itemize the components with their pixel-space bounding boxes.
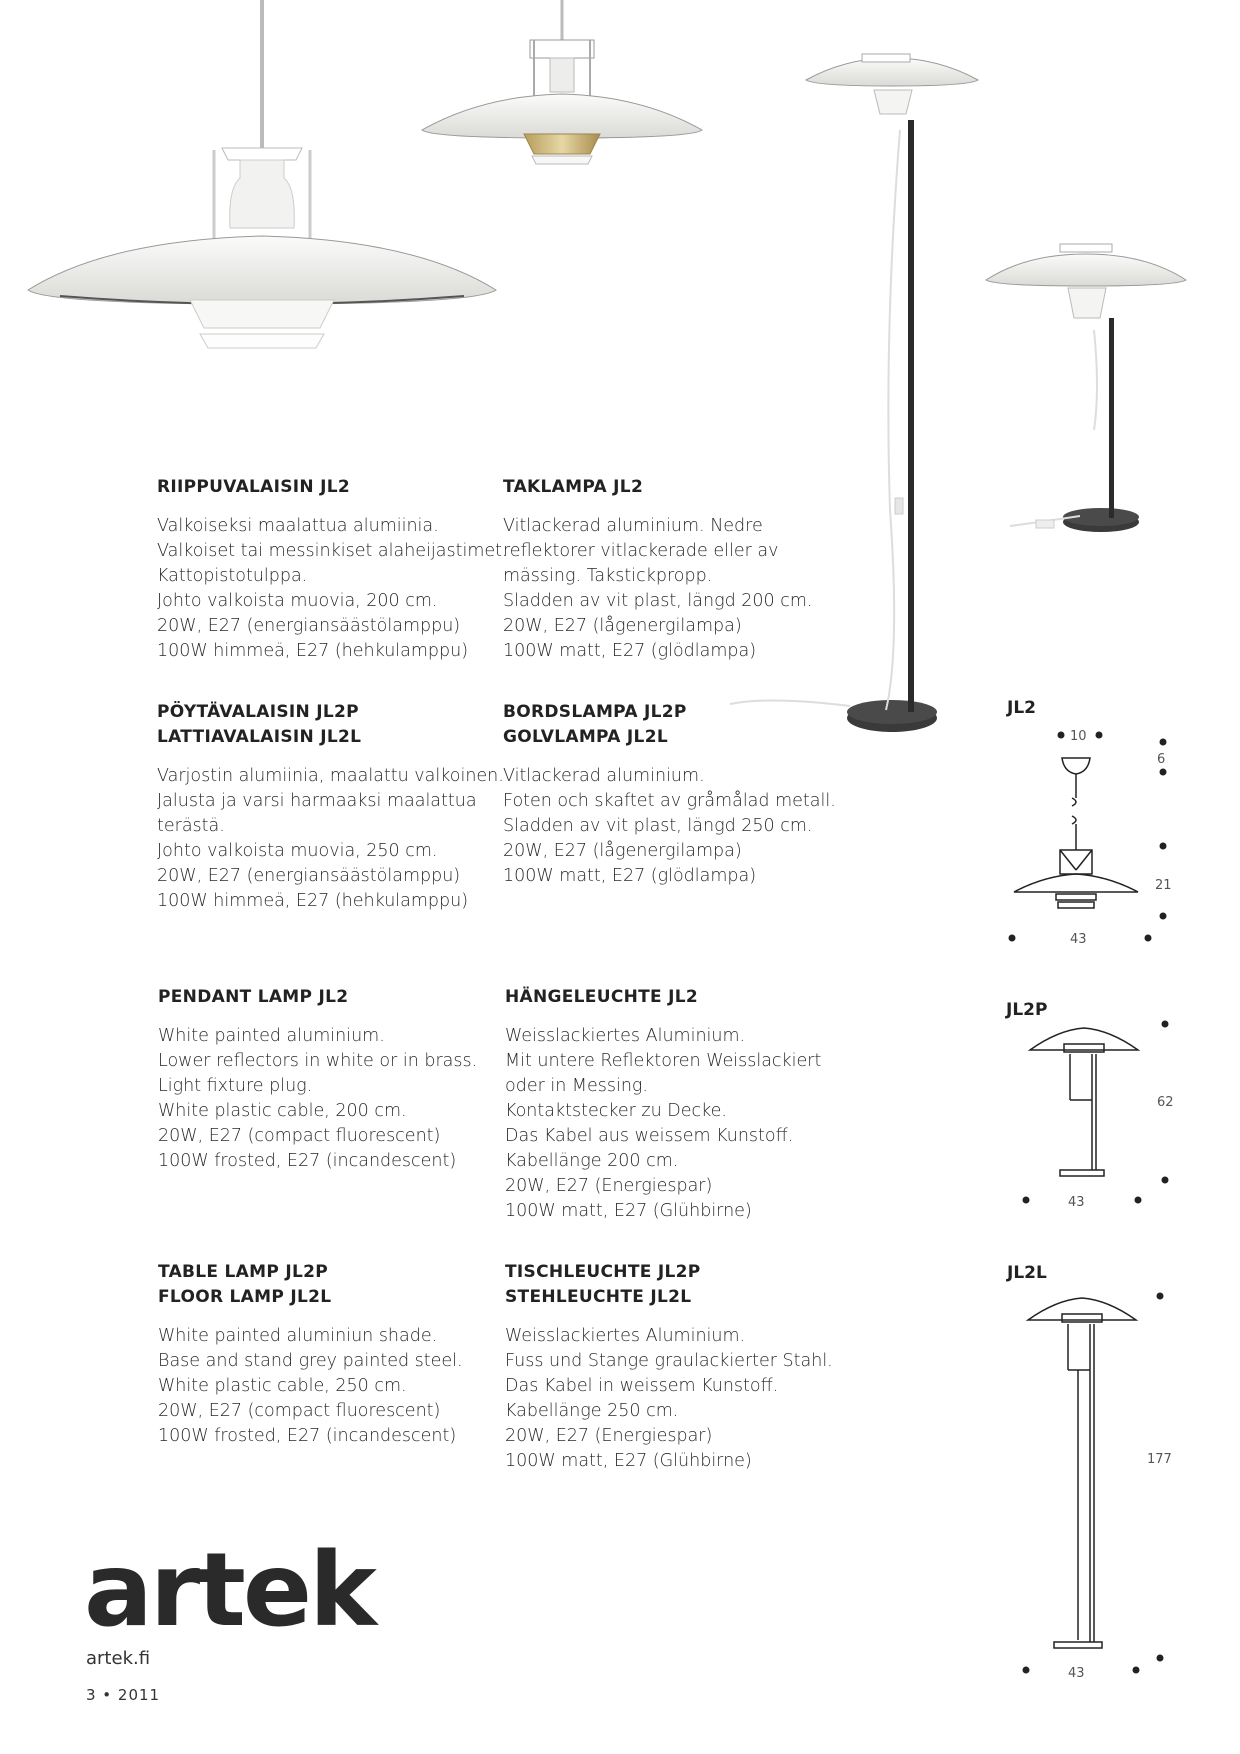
section-table-lamp [158,1260,488,1449]
section-title: PENDANT LAMP JL2 [158,987,349,1007]
page-number: 3 • 2011 [86,1686,161,1704]
diagram-jl2 [1000,720,1180,950]
diagram-label-jl2p: JL2P [1006,1000,1048,1020]
diagram-label-jl2l: JL2L [1007,1263,1047,1283]
dim-height: 177 [1147,1452,1172,1467]
section-body: White painted aluminium. Lower reflectors in white or in brass. Light fixture plug. White plastic cable, 200 cm. 20W, E27 (compact fluorescent) 100W frosted, E27 (incandescent) [158,1026,478,1171]
section-title: BORDSLAMPA JL2P GOLVLAMPA JL2L [503,702,687,747]
pendant-lamp-photo [28,0,496,348]
section-title: PÖYTÄVALAISIN JL2P LATTIAVALAISIN JL2L [157,702,362,747]
section-body: Vitlackerad aluminium. Nedre reflektorer vitlackerade eller av mässing. Takstickpropp. Sladden av vit plast, längd 200 cm. 20W, E27 (lågenergilampa) 100W matt, E27 (glödlampa) [503,516,813,661]
section-title: TISCHLEUCHTE JL2P STEHLEUCHTE JL2L [505,1262,701,1307]
dim-top-height: 6 [1157,752,1166,767]
section-body: Weisslackiertes Aluminium. Mit untere Reflektoren Weisslackiert oder in Messing. Kontaktstecker zu Decke. Das Kabel aus weissem Kunstoff. Kabellänge 200 cm. 20W, E27 (Energiespar) 100W matt, E27 (Glühbirne) [505,1026,822,1221]
website-link[interactable]: artek.fi [86,1648,151,1669]
section-body: Weisslackiertes Aluminium. Fuss und Stange graulackierter Stahl. Das Kabel in weissem Kunstoff. Kabellänge 250 cm. 20W, E27 (Energiespar) 100W matt, E27 (Glühbirne) [505,1326,833,1471]
dim-height: 62 [1157,1095,1174,1110]
section-title: TAKLAMPA JL2 [503,477,644,497]
diagram-jl2l [1000,1280,1180,1680]
diagram-label-jl2: JL2 [1007,698,1036,718]
section-bordslampa [503,700,836,889]
section-riippuvalaisin [157,475,508,664]
diagram-jl2p [1000,1010,1180,1210]
table-lamp-photo [986,244,1186,532]
artek-logo: artek [84,1531,374,1650]
section-tischleuchte [505,1260,835,1474]
section-body: Valkoiseksi maalattua alumiinia. Valkoiset tai messinkiset alaheijastimet. Kattopistotulppa. Johto valkoista muovia, 200 cm. 20W, E27 (energiansäästölamppu) 100W himmeä, E27 (hehkulamppu) [157,516,508,661]
section-poytavalaisin [157,700,504,914]
dim-width: 43 [1068,1195,1085,1210]
section-title: RIIPPUVALAISIN JL2 [157,477,351,497]
section-pendant-lamp [158,985,488,1174]
pendant-lamp-brass-photo [422,0,702,164]
section-taklampa [503,475,833,664]
section-body: White painted aluminiun shade. Base and stand grey painted steel. White plastic cable, 250 cm. 20W, E27 (compact fluorescent) 100W frosted, E27 (incandescent) [158,1326,463,1446]
dim-width: 43 [1070,932,1087,947]
section-title: TABLE LAMP JL2P FLOOR LAMP JL2L [158,1262,332,1307]
dim-top-width: 10 [1070,729,1087,744]
dim-width: 43 [1068,1666,1085,1681]
section-body: Vitlackerad aluminium. Foten och skaftet av gråmålad metall. Sladden av vit plast, längd 250 cm. 20W, E27 (lågenergilampa) 100W matt, E27 (glödlampa) [503,766,836,886]
dim-height: 21 [1155,878,1172,893]
section-hangeleuchte [505,985,835,1224]
section-body: Varjostin alumiinia, maalattu valkoinen. Jalusta ja varsi harmaaksi maalattua terästä. Johto valkoista muovia, 250 cm. 20W, E27 (energiansäästölamppu) 100W himmeä, E27 (hehkulamppu) [157,766,504,911]
section-title: HÄNGELEUCHTE JL2 [505,987,699,1007]
